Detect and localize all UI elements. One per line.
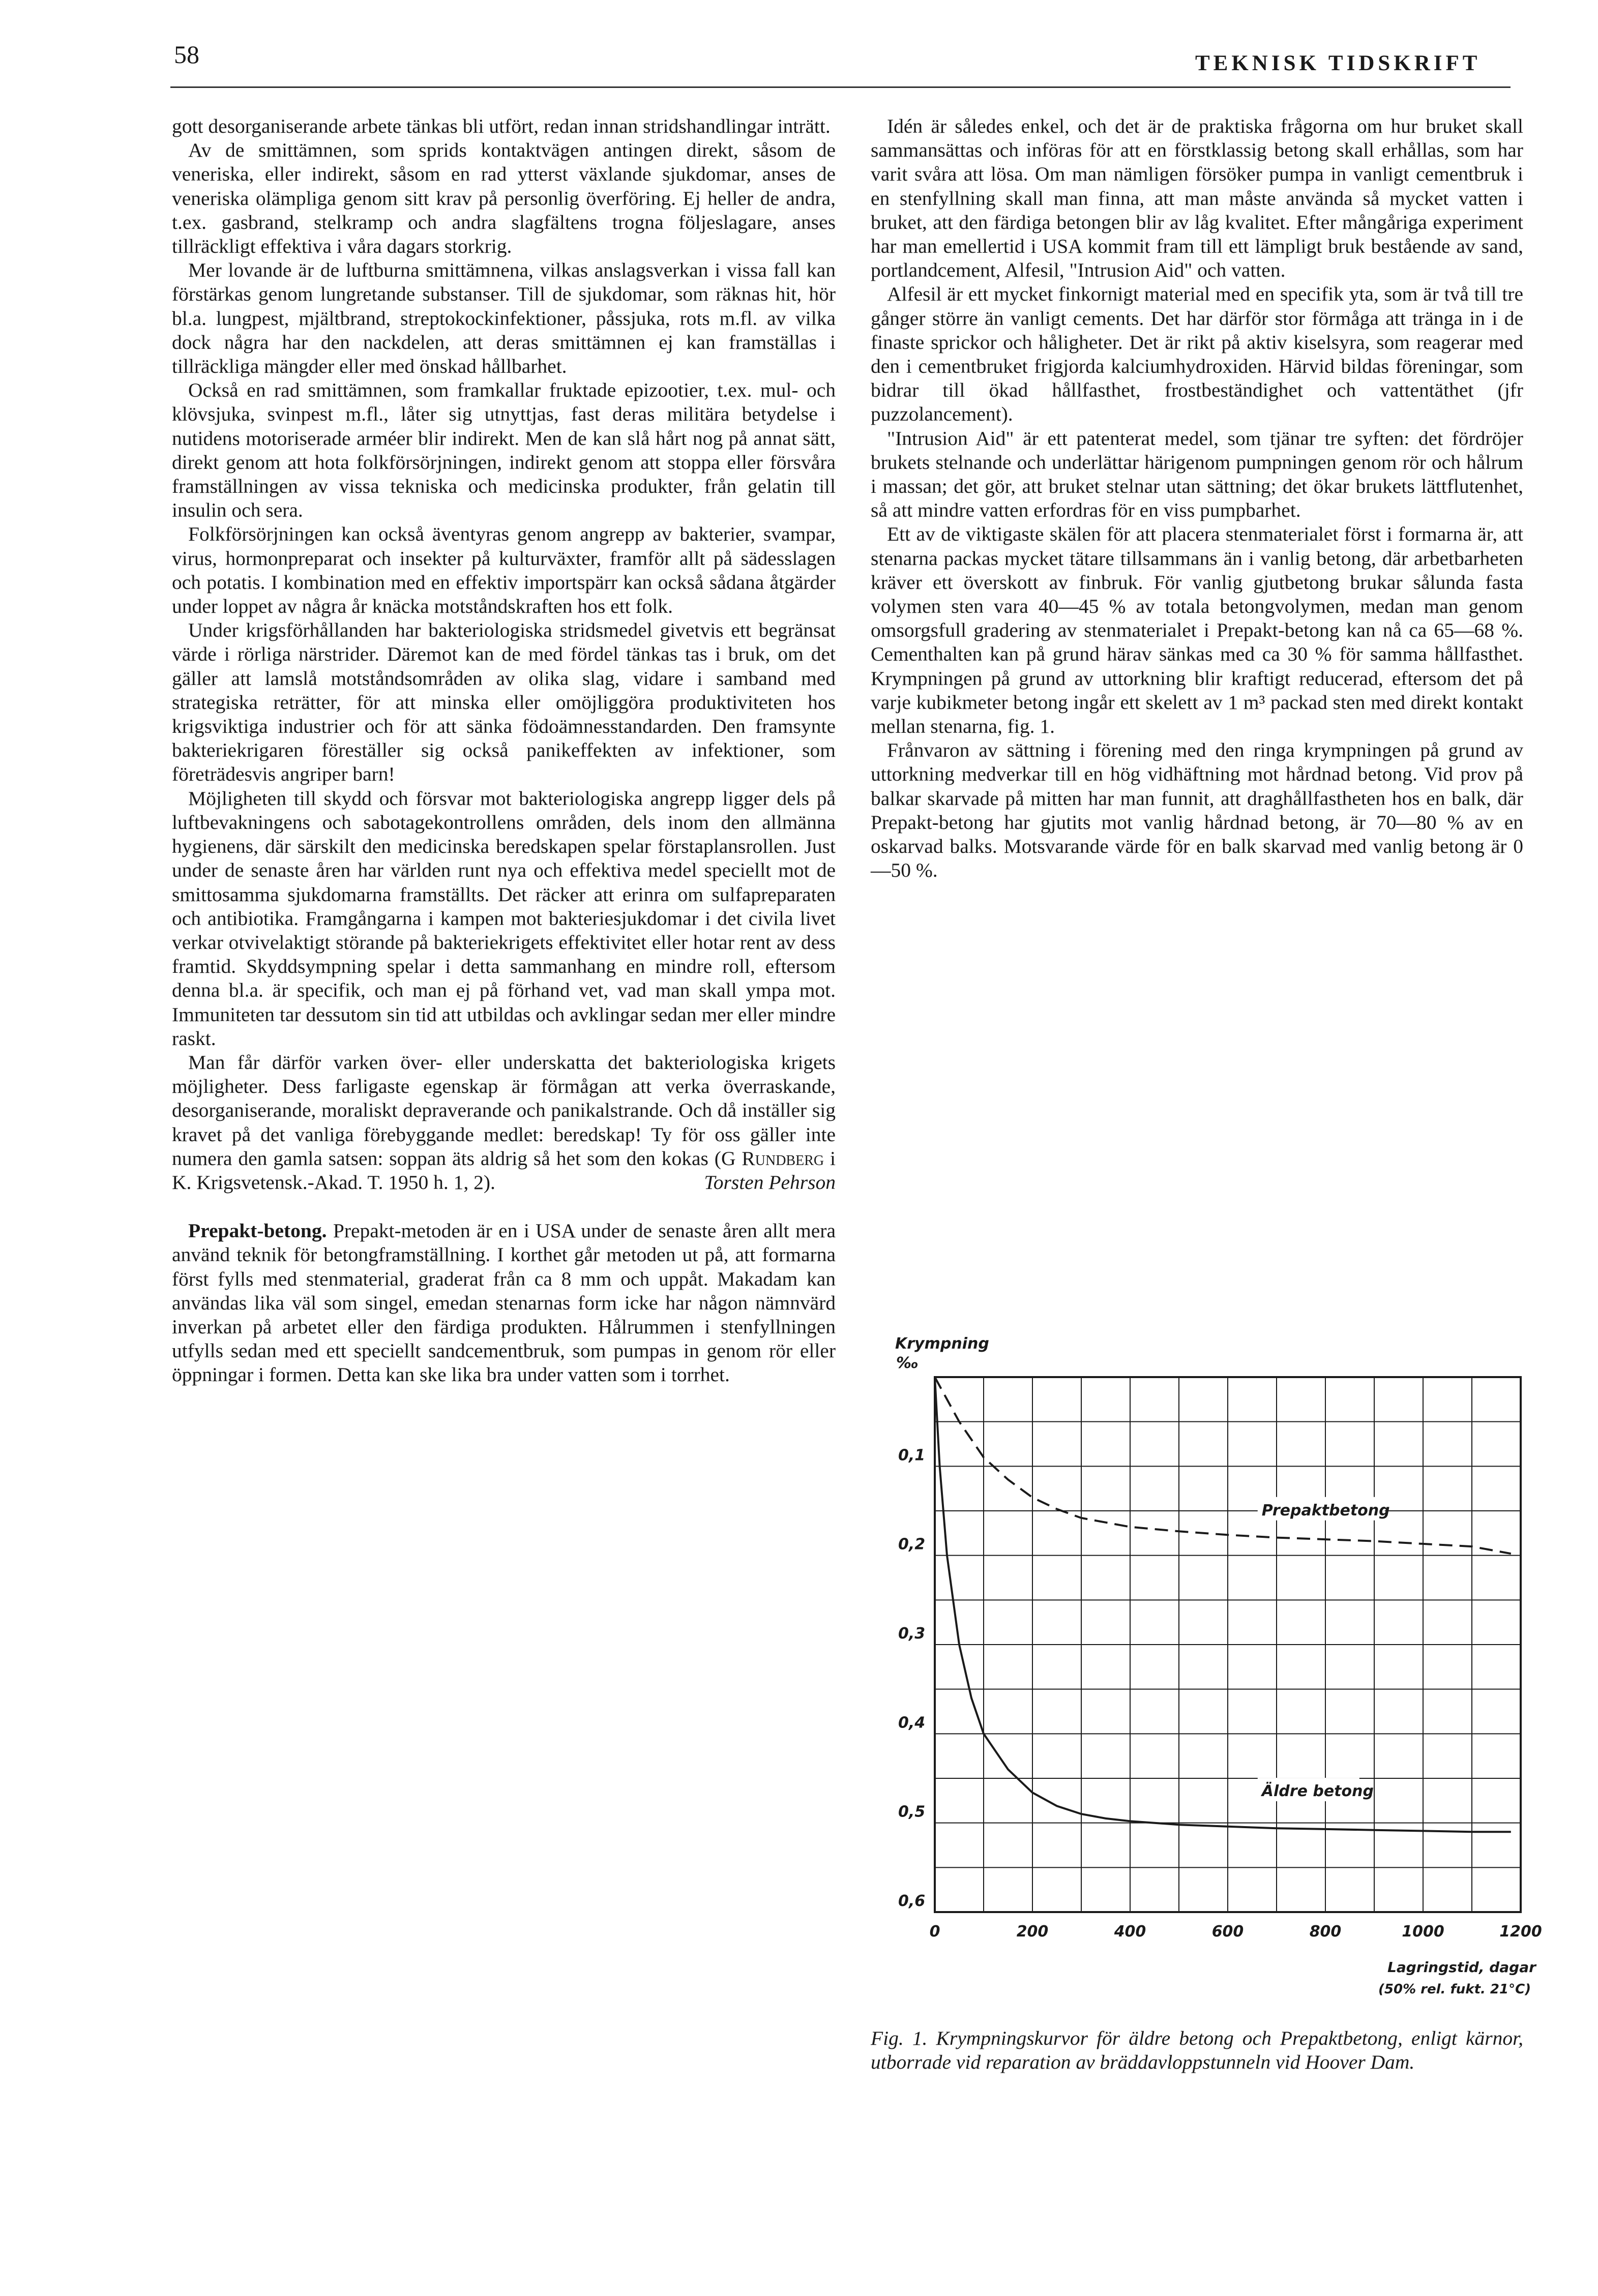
x-tick-label: 200 [1016,1923,1049,1941]
paragraph: Mer lovande är de luftburna smittämnena, vilkas anslagsverkan i vissa fall kan förstärkas genom lungretande substanser. Till de sjukdomar, som räknas hit, hör bl.a. lungpest, mjältbrand, streptokockinfektioner, påssjuka, rots m.fl. av vilka dock några har den nackdelen, att deras smittämnen ej kan framställas i tillräckliga mängder eller med önskad hållbarhet. [172,259,836,378]
x-tick-label: 0 [929,1923,940,1941]
paragraph-text: Man får därför varken över- eller underskatta det bakteriologiska krigets möjligheter. Dess farligaste egenskap är förmågan att verka överraskande, desorganiserande, moraliskt depraverande och panikalstrande. Och då inställer sig kravet på det vanliga förebyggande medlet: beredskap! Ty för oss gäller inte numera den gamla satsen: soppan äts aldrig så het som den kokas (G [172,1051,836,1170]
page-number: 58 [174,40,199,69]
x-tick-label: 1000 [1402,1923,1444,1941]
figure-label: Fig. 1. [871,2027,928,2049]
cited-author: Rundberg [742,1147,824,1170]
section-heading: Prepakt-betong. [188,1219,327,1242]
header-rule [170,86,1511,88]
paragraph: Också en rad smittämnen, som framkallar fruktade epizootier, t.ex. mul- och klövsjuka, svinpest m.fl., låter sig utnyttjas, fast deras militära betydelse i nutidens motoriserade arméer blir indirekt. Men de kan slå hårt nog på annat sätt, direkt genom att hota folkförsörjningen, indirekt genom att stoppa eller försvåra framställningen av vissa tekniska och medicinska produkter, från gelatin till insulin och sera. [172,379,836,522]
ticks [898,1446,1542,1941]
series-label: Prepaktbetong [1261,1501,1390,1519]
paragraph: Ett av de viktigaste skälen för att placera stenmaterialet först i formarna är, att stenarna packas mycket tätare tillsammans än i vanlig betong, där arbetbarheten kräver ett överskott av finbruk. För vanlig gjutbetong brukar sålunda fasta volymen sten vara 40—45 % av totala betongvolymen, medan man genom omsorgsfull gradering av stenmaterialet i Prepakt-betong kan nå ca 65—68 %. Cementhalten kan på grund härav sänkas med ca 30 % för samma hållfasthet. Krympningen på grund av uttorkning blir kraftigt reducerad, eftersom det på varje kubikmeter betong ingår ett skelett av 1 m³ packad sten med direkt kontakt mellan stenarna, fig. 1. [871,523,1523,738]
series-line-1 [935,1377,1511,1832]
x-tick-label: 1200 [1499,1923,1542,1941]
paragraph-text: i K. Krigsvetensk.-Akad. T. 1950 h. 1, 2). [172,1147,836,1194]
left-column [172,114,836,1387]
y-tick-label: 0,5 [898,1803,926,1821]
paragraph: Under krigsförhållanden har bakteriologiska stridsmedel givetvis ett begränsat värde i rörliga närstrider. Däremot kan de med fördel tänkas tas i bruk, om det gäller att lamslå motståndsområden av olika slag, vidare i samband med strategiska reträtter, för att minska eller omöjliggöra produktiviteten hos krigsviktiga industrier och för att sänka födoämnesstandarden. Den framsynte bakteriekrigaren föreställer sig också panikeffekten av infektioner, som företrädesvis angriper barn! [172,619,836,786]
chart-svg [865,1335,1542,2024]
journal-title: TEKNISK TIDSKRIFT [1195,51,1481,75]
paragraph: Alfesil är ett mycket finkornigt material med en specifik yta, som är två till tre gånger större än vanligt cements. Det har därför stor förmåga att tränga in i de finaste sprickor och håligheter. Det är rikt på aktiv kiselsyra, som reagerar med den i cementbruket frigjorda kalciumhydroxiden. Härvid bildas föreningar, som bidrar till ökad hållfasthet, frostbeständighet och vattentäthet (jfr puzzolancement). [871,283,1523,426]
figure-caption [871,2026,1523,2074]
y-tick-label: 0,1 [898,1446,926,1465]
x-axis-title: Lagringstid, dagar [1387,1959,1536,1976]
y-axis-title: Krympning [895,1335,989,1353]
paragraph: Möjligheten till skydd och försvar mot bakteriologiska angrepp ligger dels på luftbevakningens och sabotagekontrollens områden, dels inom den allmänna hygienens, där särskilt den medicinska beredskapen spelar förstaplansrollen. Just under de senaste åren har världen runt nya och effektiva medel speciellt mot de smittosamma sjukdomarna framställts. Det räcker att erinra om sulfapreparaten och antibiotika. Framgångarna i kampen mot bakteriesjukdomar i det civila livet verkar otvivelaktigt störande på bakteriekrigets effektivitet eller hotar rent av dess framtid. Skyddsympning spelar i detta sammanhang en mindre roll, eftersom denna bl.a. är specifik, och man ej på förhand vet, vad man skall ympa mot. Immuniteten tar dessutom sin tid att utbildas och avklingar sedan mer eller mindre raskt. [172,787,836,1050]
author-signature: Torsten Pehrson [704,1171,836,1194]
right-column [871,114,1523,883]
y-tick-label: 0,2 [898,1535,926,1554]
paragraph: Folkförsörjningen kan också äventyras genom angrepp av bakterier, svampar, virus, hormonpreparat och insekter på kulturväxter, framför allt på sädesslagen och potatis. I kombination med en effektiv importspärr kan också sådana åtgärder under loppet av några år knäcka motståndskraften hos ett folk. [172,523,836,618]
x-tick-label: 400 [1114,1923,1146,1941]
x-tick-label: 600 [1211,1923,1244,1941]
y-axis-unit: ‰ [896,1354,919,1372]
y-tick-label: 0,3 [898,1625,926,1643]
paragraph: gott desorganiserande arbete tänkas bli utfört, redan innan stridshandlingar inträtt. [172,115,831,137]
paragraph: Av de smittämnen, som sprids kontaktvägen antingen direkt, såsom de veneriska, eller indirekt, såsom en rad ytterst växlande sjukdomar, anses de veneriska olämpliga genom sitt krav på personlig överföring. Ej heller de andra, t.ex. gasbrand, stelkramp och andra slagfältens trogna följeslagare, anses tillräckligt effektiva i våra dagars storkrig. [172,139,836,258]
x-tick-label: 800 [1309,1923,1342,1941]
section-paragraph [172,1219,836,1387]
y-tick-label: 0,6 [898,1892,926,1910]
caption-text: Krympningskurvor för äldre betong och Prepaktbetong, enligt kärnor, utborrade vid reparation av bräddavloppstunneln vid Hoover Dam. [871,2027,1523,2074]
y-tick-label: 0,4 [898,1714,926,1732]
paragraph: Frånvaron av sättning i förening med den ringa krympningen på grund av uttorkning medverkar till en hög vidhäftning mot hårdnad betong. Vid prov på balkar skarvade på mitten har man funnit, att draghållfastheten hos en balk, där Prepakt-betong har gjutits mot vanlig hårdnad betong, är 70—80 % av en oskarvad balks. Motsvarande värde för en balk skarvad med vanlig betong är 0—50 %. [871,739,1523,882]
paragraph-conclusion [172,1051,836,1195]
series-label: Äldre betong [1261,1782,1374,1801]
paragraph: Idén är således enkel, och det är de praktiska frågorna om hur bruket skall sammansättas och införas för att en förstklassig betong skall erhållas, som har varit svåra att lösa. Om man nämligen försöker pumpa in vanligt cementbruk i en stenfyllning skall man finna, att man måste använda så mycket vatten i bruket, att den färdiga betongen blir av låg kvalitet. Efter mångåriga experiment har man emellertid i USA kommit fram till ett lämpligt bruk bestående av sand, portlandcement, Alfesil, "Intrusion Aid" och vatten. [871,115,1523,282]
series-line-0 [935,1377,1511,1554]
paragraph: "Intrusion Aid" är ett patenterat medel, som tjänar tre syften: det fördröjer brukets stelnande och underlättar härigenom pumpningen genom rör och hålrum i massan; det gör, att bruket stelnar utan sättning; det ökar brukets lättflutenhet, så att mindre vatten erfordras för en viss pumpbarhet. [871,427,1523,522]
series [935,1377,1511,1832]
x-axis-note: (50% rel. fukt. 21°C) [1378,1982,1531,1997]
section-body: Prepakt-metoden är en i USA under de senaste åren allt mera använd teknik för betongframställning. I korthet går metoden ut på, att formarna först fylls med stenmaterial, graderat från ca 8 mm och uppåt. Makadam kan användas lika väl som singel, emedan stenarnas form icke har någon nämnvärd inverkan på arbetet eller den färdiga produkten. Hålrummen i stenfyllningen utfylls sedan med ett speciellt sandcementbruk, som pumpas in genom rör eller öppningar i formen. Detta kan ske lika bra under vatten som i torrhet. [172,1219,836,1386]
shrinkage-chart [865,1335,1542,2024]
